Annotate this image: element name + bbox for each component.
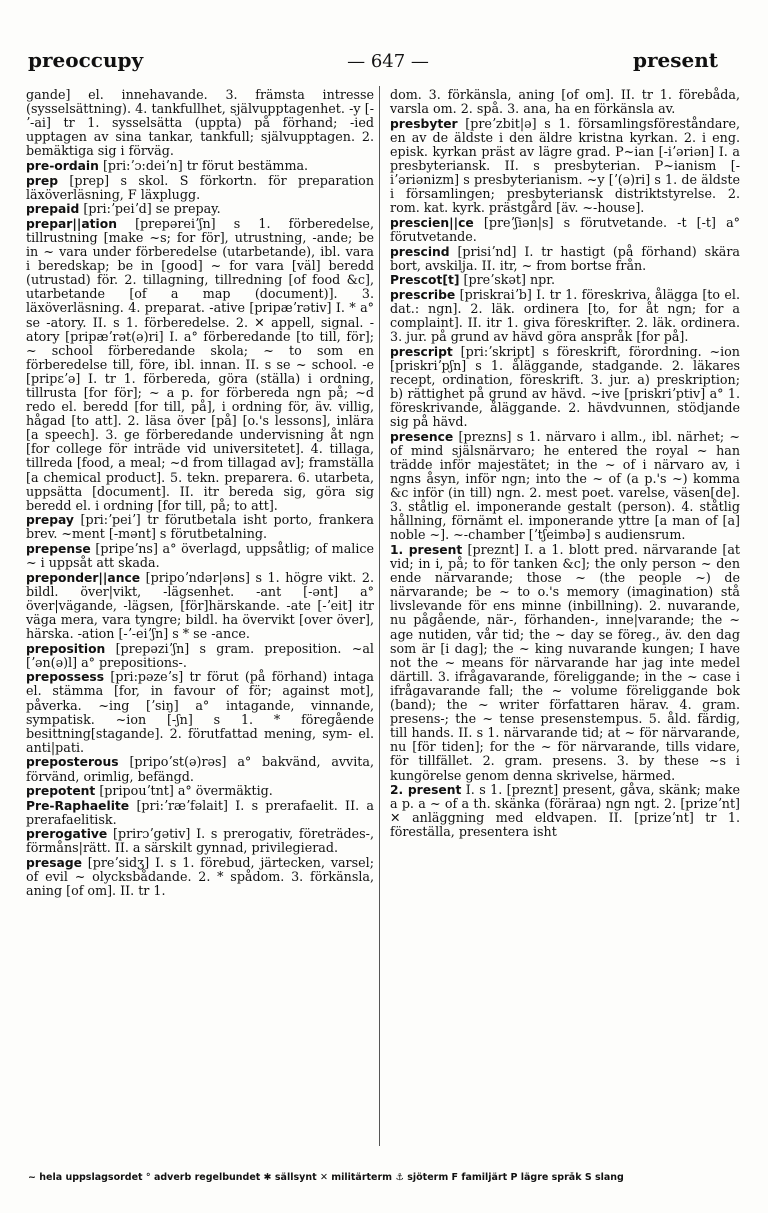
- entry-headword: presbyter: [390, 116, 458, 131]
- dictionary-entry: [26, 88, 374, 158]
- entry-definition: [prezns] s 1. närvaro i allm., ibl. närhet; ~ of mind själsnärvaro; he entered the royal ~ han trädde inför majestätet; in the ~ of i närvaro av, i ngns åsyn, inför ngn; into the ~ of (a p.'s ~) komma &c inför (in till) ngn. 2. mest poet. varelse, väsen[de]. 3. ståtlig el. imponerande gestalt (person). 4. ståtlig hållning, förnämt el. imponerande yttre [a man of [a] noble ~]. ~-chamber [ʼtʃeimbə] s audiensrum.: [390, 428, 740, 543]
- entry-definition: [pri:ʼskript] s föreskrift, förordning. ~ion [priskriʼpʃn] s 1. åläggande, stadgande. 2. läkares recept, ordination, föreskrift. 3. jur. a) preskription; b) rättighet på grund av hävd. ~ive [priskriʼptiv] a° 1. föreskrivande, åläggande. 2. hävdvunnen, stödjande sig på hävd.: [390, 343, 740, 430]
- entry-headword: prescind: [390, 244, 450, 259]
- left-column: [26, 88, 374, 899]
- entry-headword: prerogative: [26, 827, 108, 842]
- dictionary-entry: [26, 542, 374, 570]
- entry-headword: presence: [390, 429, 454, 444]
- entry-definition: [prepəziʼʃn] s gram. preposition. ~al [ʼən(ə)l] a° prepositions-.: [26, 640, 374, 670]
- dictionary-entry: [390, 783, 740, 839]
- dictionary-entry: [26, 670, 374, 755]
- column-divider: [379, 86, 380, 1146]
- entry-definition: [pripeʼns] a° överlagd, uppsåtlig; of malice ~ i uppsåt att skada.: [26, 541, 374, 571]
- entry-definition: [preʼzbit|ə] s 1. församlingsföreståndare, en av de äldste i den äldre kristna kyrkan. 2. i eng. episk. kyrkan präst av lägre grad. P~ian [-iʼəriən] I. a presbyteriansk. II. s presbyterian. P~ianism [-iʼəriənizm] s presbyterianism. ~y [ʼ(ə)ri] s 1. de äldste i församlingen; presbyteriansk distriktstyrelse. 2. rom. kat. kyrk. prästgård [äv. ~-house].: [390, 115, 740, 216]
- right-column: [390, 88, 740, 840]
- entry-definition: [pri:ʼpeiʼd] se prepay.: [83, 201, 221, 217]
- entry-headword: preposition: [26, 641, 106, 656]
- entry-definition: [prisiʼnd] I. tr hastigt (på förhand) skära bort, avskilja. II. itr, ~ from bortse från.: [390, 243, 740, 273]
- dictionary-entry: [26, 217, 374, 513]
- dictionary-entry: [26, 642, 374, 670]
- entry-headword: Prescot[t]: [390, 273, 460, 288]
- entry-definition: [preznt] I. a 1. blott pred. närvarande [at vid; in i, på; to för tanken &c]; the only person ~ den ende närvarande; those ~ (the people ~) de närvarande; be ~ to o.'s memory (imagination) stå livslevande för ens minne (inbillning). 2. nuvarande, nu pågående, när-, förhanden-, inne|varande; the ~ age nutiden, vår tid; the ~ day se föreg., äv. den dag som är [i dag]; the ~ king nuvarande kungen; I have not the ~ means för närvarande har jag inte medel därtill. 3. ifrågavarande, föreliggande; in the ~ case i ifrågavarande fall; the ~ volume föreliggande bok (band); the ~ writer författaren härav. 4. gram. presens-; the ~ tense presenstempus. 5. åld. färdig, till hands. II. s 1. närvarande tid; at ~ för närvarande, nu [för tiden]; for the ~ för närvarande, tills vidare, för tillfället. 2. gram. presens. 3. by these ~s i kungörelse genom denna skrivelse, härmed.: [390, 542, 740, 783]
- dictionary-entry: [26, 202, 374, 216]
- entry-headword: prescribe: [390, 287, 456, 302]
- entry-headword: Pre-Raphaelite: [26, 798, 130, 813]
- dictionary-entry: [26, 513, 374, 541]
- entry-definition: dom. 3. förkänsla, aning [of om]. II. tr 1. förebåda, varsla om. 2. spå. 3. ana, ha en förkänsla av.: [390, 87, 740, 117]
- entry-definition: [pripouʼtnt] a° övermäktig.: [99, 783, 273, 799]
- dictionary-entry: [390, 273, 740, 287]
- dictionary-entry: [26, 174, 374, 202]
- page-header: [28, 48, 718, 74]
- entry-definition: [pri:ʼpeiʼ] tr förutbetala isht porto, frankera brev. ~ment [-mənt] s förutbetalning.: [26, 512, 374, 542]
- dictionary-entry: [26, 856, 374, 898]
- entry-definition: [preʼʃiən|s] s förutvetande. -t [-t] a° förutvetande.: [390, 214, 740, 244]
- dictionary-entry: [26, 571, 374, 641]
- entry-definition: [preʼskət] npr.: [463, 272, 555, 288]
- entry-headword: prescript: [390, 344, 453, 359]
- entry-definition: I. s 1. [preznt] present, gåva, skänk; make a p. a ~ of a th. skänka (föräraa) ngn ngt. 2. [prizeʼnt] ✕ anläggning med eldvapen. II. [prizeʼnt] tr 1. föreställa, presentera isht: [390, 782, 740, 840]
- header-guideword-right: present: [632, 48, 718, 72]
- entry-definition: [prirɔʼgətiv] I. s prerogativ, företrädes-, förmåns|rätt. II. a särskilt gynnad, privilegierad.: [26, 826, 374, 856]
- dictionary-entry: [390, 216, 740, 244]
- dictionary-entry: [390, 430, 740, 543]
- dictionary-entry: [390, 288, 740, 344]
- entry-definition: [prepəreiʼʃn] s 1. förberedelse, tillrustning [make ~s; for för], utrustning, -ande; be in ~ vara under förberedelse (utarbetande), ibl. vara i beredskap; be in [good] ~ for vara [väl] beredd (utrustad) för. 2. tillagning, tillredning [of food &c], utarbetande [of a map (document)]. 3. läxöverläsning. 4. preparat. -ative [pripæʼrətiv] I. * a° se -atory. II. s 1. förberedelse. 2. ✕ appell, signal. -atory [pripæʼrət(ə)ri] I. a° förberedande [to till, för]; ~ school förberedande skola; ~ to som en förberedelse till, före, ibl. innan. II. s se ~ school. -e [pripɛʼə] I. tr 1. förbereda, göra (ställa) i ordning, tillrusta [for för]; ~ a p. for förbereda ngn på; ~d redo el. beredd [for till, på], i ordning för, äv. villig, hågad [to att]. 2. läsa över [på] [o.'s lessons], inlära [a speech]. 3. ge förberedande undervisning åt ngn [for college för inträde vid universitetet]. 4. tillaga, tillreda [food, a meal; ~d from tillagad av]; framställa [a chemical product]. 5. tekn. preparera. 6. utarbeta, uppsätta [document]. II. itr bereda sig, göra sig beredd el. i ordning [for till, på; to att].: [26, 215, 374, 513]
- entry-definition: [pri:ʼræʼfəlait] I. s prerafaelit. II. a prerafaelitisk.: [26, 797, 374, 827]
- entry-headword: prepaid: [26, 202, 80, 217]
- entry-definition: [pripoʼst(ə)rəs] a° bakvänd, avvita, förvänd, orimlig, befängd.: [26, 754, 374, 784]
- page-number: — 647 —: [347, 51, 429, 72]
- dictionary-entry: [26, 799, 374, 827]
- dictionary-entry: [390, 245, 740, 273]
- entry-headword: presage: [26, 856, 82, 871]
- entry-definition: [preʼsidʒ] I. s 1. förebud, järtecken, varsel; of evil ~ olycksbådande. 2. * spådom. 3. förkänsla, aning [of om]. II. tr 1.: [26, 855, 374, 899]
- dictionary-entry: [26, 159, 374, 173]
- entry-headword: prepar||ation: [26, 216, 117, 231]
- entry-headword: 1. present: [390, 543, 463, 557]
- entry-headword: prepossess: [26, 670, 105, 685]
- dictionary-entry: [26, 784, 374, 798]
- dictionary-entry: [26, 827, 374, 855]
- entry-definition: [pri:ʼɔ:deiʼn] tr förut bestämma.: [102, 157, 309, 173]
- header-guideword-left: preoccupy: [28, 48, 144, 72]
- dictionary-entry: [390, 88, 740, 116]
- entry-definition: [prep] s skol. S förkortn. för preparation läxöverläsning, F läxplugg.: [26, 172, 374, 202]
- entry-headword: preposterous: [26, 755, 119, 770]
- abbreviation-legend: ~ hela uppslagsordet ° adverb regelbundet ✱ sällsynt ✕ militärterm ⚓ sjöterm F familjärt P lägre språk S slang: [28, 1172, 624, 1183]
- entry-definition: gande] el. innehavande. 3. främsta intresse (sysselsättning). 4. tankfullhet, självupptagenhet. -y [-ʼ-ai] tr 1. sysselsätta (uppta) på förhand; -ied upptagen av sina tankar, tankfull; självupptagen. 2. bemäktiga sig i förväg.: [26, 87, 374, 159]
- entry-headword: prepay: [26, 513, 74, 528]
- dictionary-entry: [390, 117, 740, 216]
- entry-definition: [priskraiʼb] I. tr 1. föreskriva, ålägga [to el. dat.: ngn]. 2. läk. ordinera [to, for åt ngn; for a complaint]. II. itr 1. giva föreskrifter. 2. läk. ordinera. 3. jur. på grund av hävd göra anspråk [for på].: [390, 286, 740, 345]
- entry-headword: pre-ordain: [26, 158, 99, 173]
- entry-headword: prepotent: [26, 784, 96, 799]
- entry-headword: prep: [26, 173, 59, 188]
- entry-definition: [pripoʼndər|əns] s 1. högre vikt. 2. bildl. över|vikt, -lägsenhet. -ant [-ənt] a° över|vägande, -lägsen, [för]härskande. -ate [-ʼeit] itr väga mera, vara tyngre; bildl. ha övervikt [over över], härska. -ation [-ʼ-eiʼʃn] s * se -ance.: [26, 569, 374, 642]
- entry-headword: prepense: [26, 542, 91, 556]
- dictionary-entry: [390, 543, 740, 783]
- dictionary-entry: [26, 755, 374, 783]
- entry-headword: 2. present: [390, 783, 462, 798]
- entry-headword: preponder||ance: [26, 570, 141, 585]
- entry-definition: [pri:pəzeʼs] tr förut (på förhand) intaga el. stämma [for, in favour of för; against mot], påverka. ~ing [ʼsiŋ] a° intagande, vinnande, sympatisk. ~ion [-ʃn] s 1. * föregående besittning[stagande]. 2. förutfattad mening, sym- el. anti|pati.: [26, 669, 374, 755]
- entry-headword: prescien||ce: [390, 215, 474, 230]
- dictionary-entry: [390, 345, 740, 430]
